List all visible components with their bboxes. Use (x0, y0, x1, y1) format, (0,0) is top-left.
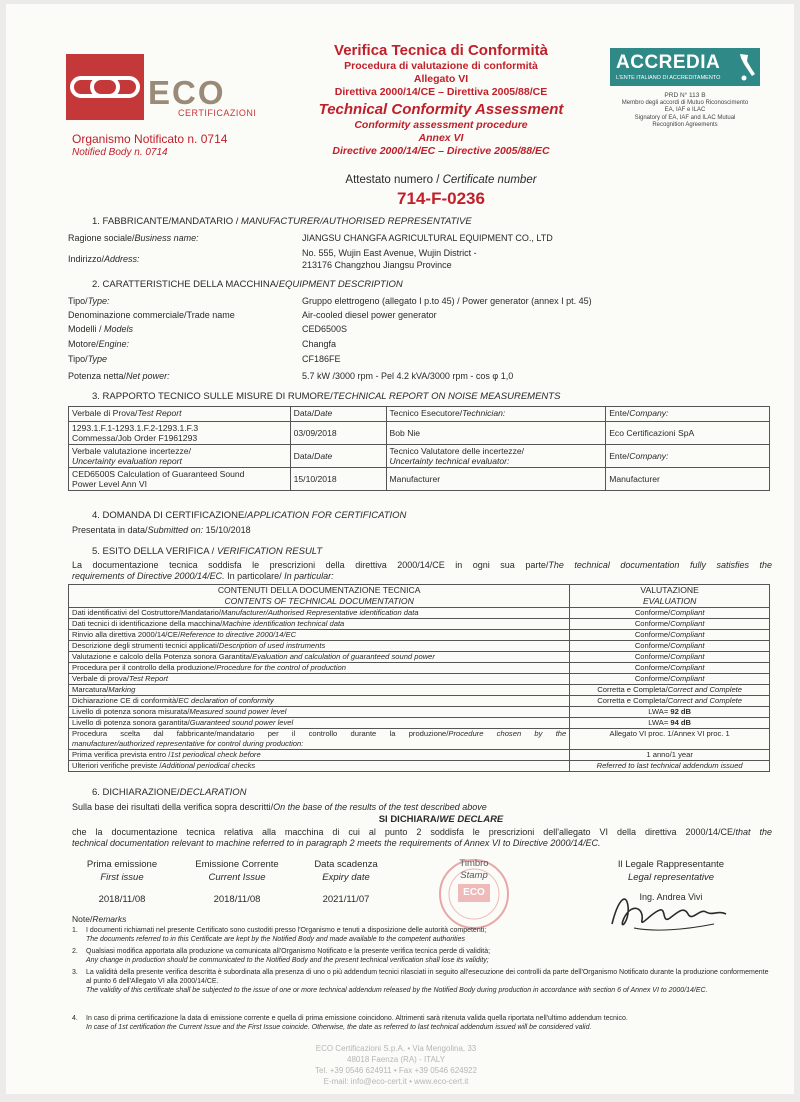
accredia-name: ACCREDIA (616, 52, 721, 73)
evaluation-value: Corretta e Completa/Correct and Complete (570, 696, 770, 707)
first-check-cell: Prima verifica prevista entro /1st periodical check before (69, 750, 570, 761)
date-cell: 15/10/2018 (290, 468, 386, 491)
company-header: Ente/Company: (606, 407, 770, 422)
table-row (69, 422, 770, 445)
contents-item: Dati tecnici di identificazione della macchina/Machine identification technical data (69, 619, 570, 630)
eco-logo-icon (66, 54, 144, 120)
contents-item: Livello di potenza sonora garantita/Guaranteed sound power level (69, 718, 570, 729)
notified-body-en: Notified Body n. 0714 (72, 147, 168, 158)
models-label: Modelli / Models (68, 324, 134, 334)
table-row (69, 468, 770, 491)
submitted-line: Presentata in data/Submitted on: 15/10/2018 (72, 525, 251, 535)
section-6-title: 6. DICHIARAZIONE/DECLARATION (92, 787, 247, 798)
table-row (69, 761, 770, 772)
expiry-date: Data scadenza Expiry date 2021/11/07 (314, 859, 378, 905)
italy-map-icon (736, 52, 756, 82)
test-report-cell: 1293.1.F.1-1293.1.F.2-1293.1.F.3 Commessa/Job Order F1961293 (69, 422, 291, 445)
section-2-title: 2. CARATTERISTICHE DELLA MACCHINA/EQUIPMENT DESCRIPTION (92, 279, 403, 290)
note-1: 1. I documenti richiamati nel presente Certificato sono custoditi presso l'Organismo e tenuti a disposizione delle autorità competenti; The documents referred to in this Certificate are kept by the Notified Body and made available to the competent authorities (72, 927, 487, 943)
contents-item: Dichiarazione CE di conformità/EC declaration of conformity (69, 696, 570, 707)
certificate-page (6, 4, 794, 1094)
contents-item: Rinvio alla direttiva 2000/14/CE/Reference to directive 2000/14/EC (69, 630, 570, 641)
subtitle-it-3: Direttiva 2000/14/CE – Direttiva 2005/88/CE (334, 86, 548, 98)
models: CED6500S (302, 324, 348, 334)
engine-label: Motore/Engine: (68, 339, 130, 349)
trade-name: Air-cooled diesel power generator (302, 310, 437, 320)
noise-report-table (68, 406, 770, 491)
evaluation-value: Corretta e Completa/Correct and Complete (570, 685, 770, 696)
table-row (69, 685, 770, 696)
test-report-header: Verbale di Prova/Test Report (69, 407, 291, 422)
eco-logo (66, 54, 257, 120)
section-3-title: 3. RAPPORTO TECNICO SULLE MISURE DI RUMORE/TECHNICAL REPORT ON NOISE MEASUREMENTS (92, 391, 561, 402)
submitted-date: 15/10/2018 (205, 525, 251, 535)
contents-item: Dati identificativi del Costruttore/Mandatario/Manufacturer/Authorised Representative identification data (69, 608, 570, 619)
additional-checks-cell: Ulteriori verifiche previste /Additional periodical checks (69, 761, 570, 772)
evaluation-value: LWA= 92 dB (570, 707, 770, 718)
uncertainty-header: Verbale valutazione incertezze/ Uncertainty evaluation report (69, 445, 291, 468)
technician-cell: Bob Nie (386, 422, 606, 445)
note-2: 2. Qualsiasi modifica apportata alla produzione va comunicata all'Organismo Notificato e la presente verifica tecnica perde di validità; Any change in production should be communicated to the Notified Body and the present technical verification shall lose its validity; (72, 948, 491, 964)
table-row (69, 663, 770, 674)
accredia-line: Membro degli accordi di Mutuo Riconoscimento (621, 99, 749, 106)
technician-header: Tecnico Esecutore/Technician: (386, 407, 606, 422)
accredia-line: Signatory of EA, IAF and ILAC Mutual (634, 114, 736, 121)
stamp (434, 852, 514, 932)
documentation-contents-table (68, 584, 770, 772)
table-row (69, 641, 770, 652)
title-en: Technical Conformity Assessment (318, 101, 564, 118)
first-check-value: 1 anno/1 year (570, 750, 770, 761)
evaluation-value: Conforme/Compliant (570, 641, 770, 652)
evaluation-value: Conforme/Compliant (570, 619, 770, 630)
table-row (69, 718, 770, 729)
net-power-label: Potenza netta/Net power: (68, 371, 170, 381)
accredia-line: Recognition Agreements (652, 122, 718, 128)
subtitle-en-2: Annex VI (418, 132, 464, 144)
date-header: Data/Date (290, 407, 386, 422)
note-4: 4. In caso di prima certificazione la data di emissione corrente e quella di prima emissione coincidono. Altrimenti sarà ritenuta valida quella riportata nell'ultimo addendum tecnico. In case of 1st certification the Current Issue and the First Issue coincide. Otherwise, the date as referred to last technical addendum issued will be considered valid. (72, 1015, 628, 1031)
logo-text: ECO (148, 74, 226, 111)
accredia-tag: L'ENTE ITALIANO DI ACCREDITAMENTO (616, 75, 721, 81)
engine: Changfa (302, 339, 337, 349)
company-header: Ente/Company: (606, 445, 770, 468)
title-it: Verifica Tecnica di Conformità (334, 42, 548, 59)
procedure-value: Allegato VI proc. 1/Annex VI proc. 1 (570, 729, 770, 750)
notified-body-it: Organismo Notificato n. 0714 (72, 132, 228, 146)
note-3: 3. La validità della presente verifica descritta è subordinata alla presenza di uno o più addendum tecnici rilasciati in seguito all'esecuzione dei controlli da parte dell'Organismo Notificato durante la produzione conformemente al punto 6 dell'Allegato VI alla 2000/14/CE. The validity of this certificate shall be subjected to the issue of one or more technical addendum released by the Notified Body during production in accordance with section 6 of Annex VI to 2000/14/EC. (72, 969, 769, 994)
additional-checks-value: Referred to last technical addendum issued (570, 761, 770, 772)
logo-sub: CERTIFICAZIONI (178, 108, 257, 118)
verification-paragraph: La documentazione tecnica soddisfa le prescrizioni della direttiva 2000/14/CE in ogni sua parte/The technical documentation fully satisfies the requirements of Directive 2000/14/EC. In particolare/ In particular: (72, 560, 772, 581)
equipment-type-label: Tipo/Type: (68, 296, 110, 306)
subtitle-it-1: Procedura di valutazione di conformità (344, 60, 538, 72)
engine-type: CF186FE (302, 354, 341, 364)
we-declare: SI DICHIARA/WE DECLARE (378, 814, 504, 825)
declaration-line-1: Sulla base dei risultati della verifica sopra descritti/On the base of the results of the test described above (72, 802, 487, 812)
evaluation-value: Conforme/Compliant (570, 663, 770, 674)
certificate-label: Attestato numero / Certificate number (345, 174, 537, 186)
accredia-line: PRD N° 113 B (664, 92, 706, 99)
evaluation-value: Conforme/Compliant (570, 652, 770, 663)
table-row (69, 674, 770, 685)
contents-header-row (69, 585, 770, 608)
uncertainty-cell: CED6500S Calculation of Guaranteed Sound Power Level Ann VI (69, 468, 291, 491)
address-label: Indirizzo/Address: (68, 254, 140, 264)
company-cell: Manufacturer (606, 468, 770, 491)
legal-name: Ing. Andrea Vivi (639, 892, 703, 902)
subtitle-it-2: Allegato VI (413, 73, 469, 85)
accredia-text (600, 92, 770, 130)
section-5-title: 5. ESITO DELLA VERIFICA / VERIFICATION RESULT (92, 546, 323, 557)
address-line-2: 213176 Changzhou Jiangsu Province (302, 260, 452, 270)
date-cell: 03/09/2018 (290, 422, 386, 445)
evaluation-value: Conforme/Compliant (570, 630, 770, 641)
contents-item: Procedura per il controllo della produzione/Procedure for the control of production (69, 663, 570, 674)
evaluation-value: Conforme/Compliant (570, 674, 770, 685)
accredia-logo (610, 48, 760, 86)
footer-line-4: E-mail: info@eco-cert.it • www.eco-cert.it (323, 1077, 469, 1086)
footer-line-2: 48018 Faenza (RA) - ITALY (347, 1055, 445, 1064)
company-cell: Eco Certificazioni SpA (606, 422, 770, 445)
contents-item: Descrizione degli strumenti tecnici applicati/Description of used instruments (69, 641, 570, 652)
noise-header-row-2 (69, 445, 770, 468)
stamp-label: Timbro Stamp (459, 858, 489, 881)
net-power: 5.7 kW /3000 rpm - Pel 4.2 kVA/3000 rpm - cos φ 1,0 (302, 371, 514, 381)
evaluation-value: Conforme/Compliant (570, 608, 770, 619)
business-name: JIANGSU CHANGFA AGRICULTURAL EQUIPMENT CO., LTD (302, 233, 553, 243)
date-header: Data/Date (290, 445, 386, 468)
stamp-text: ECO (463, 887, 485, 898)
trade-name-label: Denominazione commerciale/Trade name (68, 310, 235, 320)
table-row (69, 750, 770, 761)
procedure-cell: Procedura scelta dal fabbricante/mandatario per il controllo durante la produzione/Procedure chosen by the manufacturer/authorized representative for control during production: (69, 729, 570, 750)
section-4-title: 4. DOMANDA DI CERTIFICAZIONE/APPLICATION FOR CERTIFICATION (92, 510, 407, 521)
noise-header-row (69, 407, 770, 422)
accredia-line: EA, IAF e ILAC (664, 107, 706, 113)
contents-item: Valutazione e calcolo della Potenza sonora Garantita/Evaluation and calculation of guaranteed sound power (69, 652, 570, 663)
declaration-text: che la documentazione tecnica relativa alla macchina di cui al punto 2 soddisfa le prescrizioni dell'allegato VI della direttiva 2000/14/CE/that the technical documentation relevant to machine referred to in paragraph 2 meets the requirements of Annex VI to Directive 2000/14/EC. (72, 827, 772, 848)
first-issue: Prima emissione First issue 2018/11/08 (86, 859, 158, 905)
contents-item: Livello di potenza sonora misurata/Measured sound power level (69, 707, 570, 718)
business-name-label: Ragione sociale/Business name: (68, 233, 199, 243)
table-row (69, 619, 770, 630)
contents-header: CONTENUTI DELLA DOCUMENTAZIONE TECNICA CONTENTS OF TECHNICAL DOCUMENTATION (69, 585, 570, 608)
engine-type-label: Tipo/Type (68, 354, 108, 364)
table-row (69, 729, 770, 750)
table-row (69, 652, 770, 663)
table-row (69, 707, 770, 718)
subtitle-en-3: Directive 2000/14/EC – Directive 2005/88/EC (332, 145, 550, 157)
subtitle-en-1: Conformity assessment procedure (354, 119, 528, 131)
certificate-number: 714-F-0236 (397, 189, 485, 208)
equipment-type: Gruppo elettrogeno (allegato I p.to 45) / Power generator (annex I pt. 45) (302, 296, 592, 306)
contents-item: Verbale di prova/Test Report (69, 674, 570, 685)
evaluation-header: VALUTAZIONE EVALUATION (570, 585, 770, 608)
table-row (69, 630, 770, 641)
evaluator-header: Tecnico Valutatore delle incertezze/ Uncertainty technical evaluator: (386, 445, 606, 468)
current-issue: Emissione Corrente Current Issue 2018/11/08 (195, 859, 279, 905)
evaluation-value: LWA= 94 dB (570, 718, 770, 729)
address-line-1: No. 555, Wujin East Avenue, Wujin District - (302, 248, 477, 258)
notes-title: Note/Remarks (72, 914, 127, 924)
contents-item: Marcatura/Marking (69, 685, 570, 696)
legal-representative: Il Legale Rappresentante Legal representative Ing. Andrea Vivi (596, 858, 746, 904)
section-1-title: 1. FABBRICANTE/MANDATARIO / MANUFACTURER/AUTHORISED REPRESENTATIVE (92, 216, 472, 227)
evaluator-cell: Manufacturer (386, 468, 606, 491)
table-row (69, 696, 770, 707)
table-row (69, 608, 770, 619)
footer-line-3: Tel. +39 0546 624911 • Fax +39 0546 624922 (315, 1066, 477, 1075)
footer-line-1: ECO Certificazioni S.p.A. • Via Mengolina, 33 (315, 1044, 477, 1053)
